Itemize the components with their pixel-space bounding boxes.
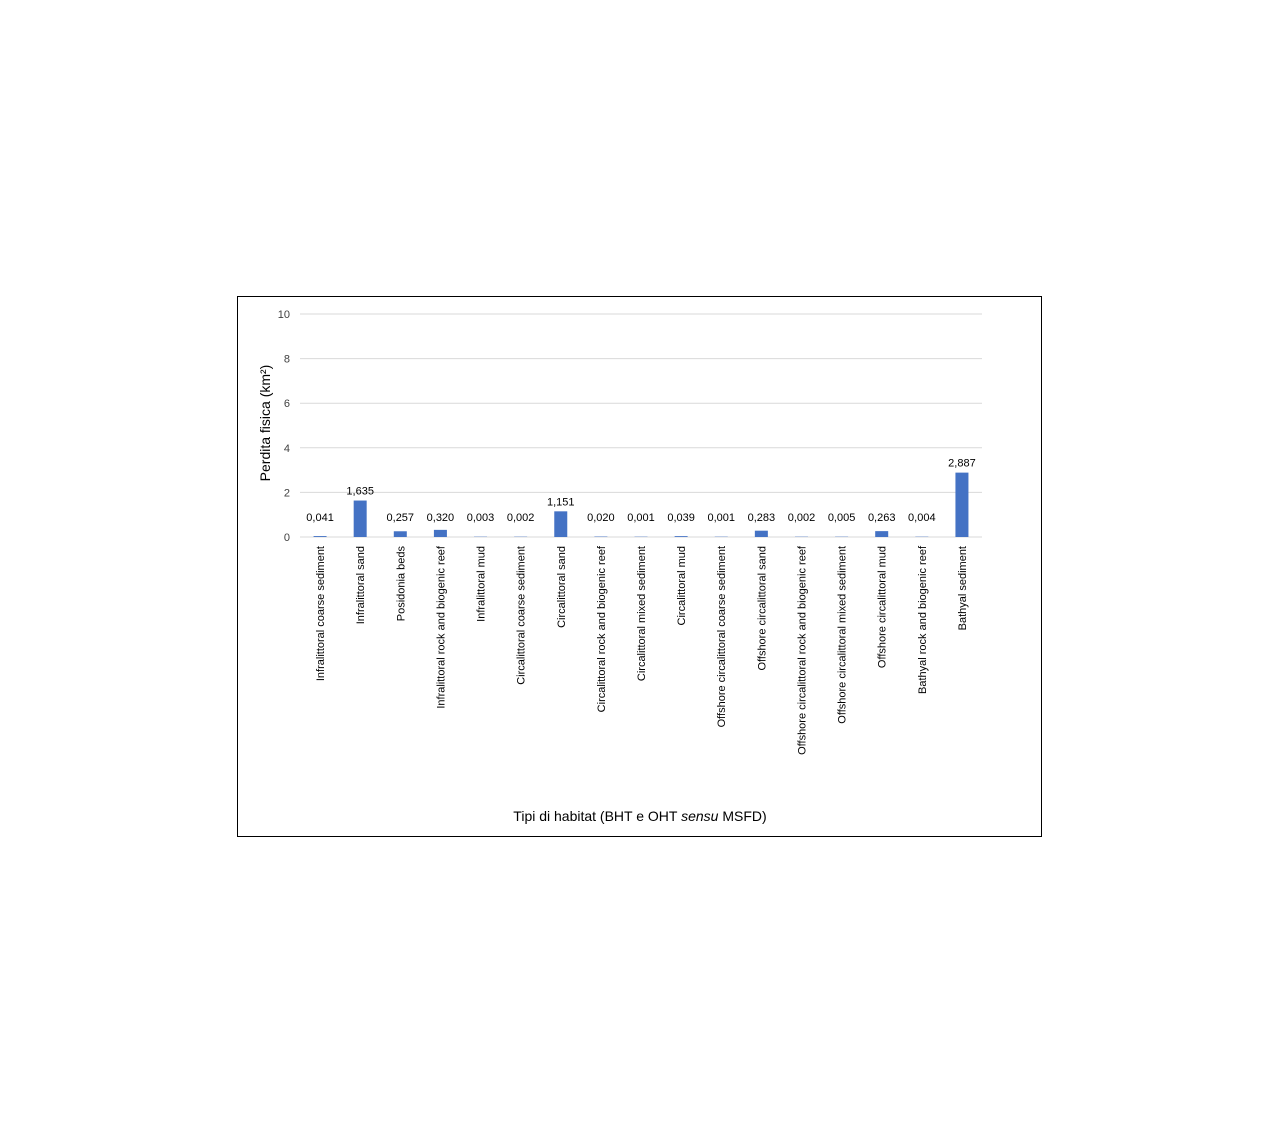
y-tick-label: 10 <box>277 309 290 321</box>
data-label: 2,887 <box>948 457 976 470</box>
x-axis-title-suffix: MSFD) <box>718 808 767 824</box>
y-tick-label: 6 <box>283 398 290 411</box>
y-tick-label: 4 <box>283 442 290 455</box>
y-tick-label: 8 <box>283 353 290 366</box>
data-label: 0,001 <box>707 512 736 524</box>
bar <box>755 531 768 537</box>
data-label: 0,039 <box>667 512 695 524</box>
data-label: 0,263 <box>867 512 896 524</box>
category-label: Circalittoral mixed sediment <box>636 546 648 682</box>
category-label: Infralittoral coarse sediment <box>315 546 328 682</box>
category-label: Offshore circalittoral rock and biogenic reef <box>796 546 809 755</box>
x-axis-title <box>513 808 766 824</box>
bar <box>314 536 327 537</box>
bar <box>394 531 407 537</box>
data-label: 0,003 <box>466 512 495 524</box>
chart-frame <box>237 296 1042 837</box>
data-label: 0,001 <box>627 512 655 524</box>
bar <box>875 531 888 537</box>
data-label: 0,004 <box>908 512 936 524</box>
bar <box>955 473 968 537</box>
y-tick-labels <box>278 309 290 544</box>
category-label: Circalittoral mud <box>676 546 689 626</box>
category-label: Circalittoral rock and biogenic reef <box>595 546 608 713</box>
category-label: Offshore circalittoral sand <box>756 546 769 671</box>
y-axis-title: Perdita fisica (km²) <box>257 364 273 482</box>
category-labels <box>315 545 969 755</box>
bar <box>554 511 567 537</box>
data-label: 1,151 <box>546 496 575 509</box>
category-label: Infralittoral rock and biogenic reef <box>435 546 448 709</box>
category-label: Infralittoral mud <box>475 546 488 622</box>
x-axis-title-italic: sensu <box>681 808 719 824</box>
category-label: Infralittoral sand <box>355 546 368 625</box>
data-labels <box>306 458 975 524</box>
bar <box>675 536 688 537</box>
gridlines <box>300 314 982 537</box>
category-label: Offshore circalittoral mud <box>876 546 889 669</box>
bar <box>434 530 447 537</box>
category-label: Bathyal sediment <box>956 546 969 631</box>
data-label: 1,635 <box>346 485 374 498</box>
category-label: Bathyal rock and biogenic reef <box>916 546 929 694</box>
x-axis-title-prefix: Tipi di habitat (BHT e OHT <box>513 808 682 824</box>
bars <box>314 473 969 537</box>
y-tick-label: 2 <box>283 487 290 500</box>
category-label: Offshore circalittoral mixed sediment <box>836 546 849 724</box>
data-label: 0,002 <box>787 512 816 524</box>
data-label: 0,283 <box>747 512 776 524</box>
category-label: Circalittoral coarse sediment <box>515 546 528 685</box>
bar-chart <box>238 297 1041 836</box>
data-label: 0,320 <box>426 512 455 524</box>
data-label: 0,041 <box>306 512 334 524</box>
data-label: 0,257 <box>386 512 415 524</box>
data-label: 0,020 <box>587 512 615 524</box>
bar <box>354 501 367 537</box>
data-label: 0,002 <box>506 512 535 524</box>
category-label: Offshore circalittoral coarse sediment <box>716 546 729 728</box>
category-label: Posidonia beds <box>395 546 408 622</box>
data-label: 0,005 <box>827 512 856 524</box>
category-label: Circalittoral sand <box>555 546 568 628</box>
y-tick-label: 0 <box>283 532 290 544</box>
